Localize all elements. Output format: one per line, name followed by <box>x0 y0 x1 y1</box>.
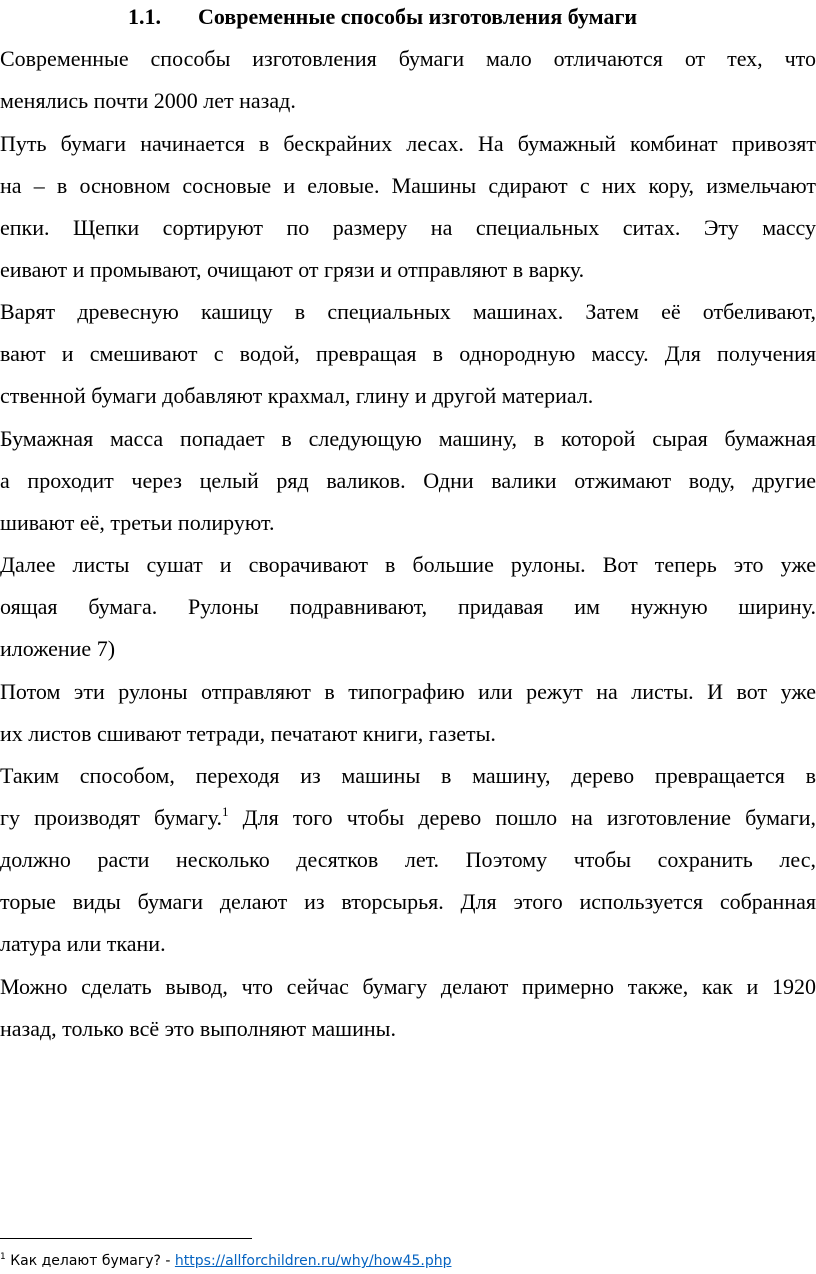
footnote-marker: 1 <box>0 1252 6 1262</box>
footnote <box>0 1250 451 1272</box>
text-line: иложение 7) <box>0 636 116 661</box>
text-segment: Для того чтобы дерево пошло на изготовление бумаги, <box>242 805 816 830</box>
text-line: шивают её, третьи полируют. <box>0 510 275 535</box>
footnote-separator <box>0 1238 252 1239</box>
footnote-link[interactable]: https://allforchildren.ru/why/how45.php <box>174 1253 452 1269</box>
text-line: на – в основном сосновые и еловые. Машины сдирают с них кору, измельчают <box>0 173 816 198</box>
footnote-reference[interactable]: 1 <box>221 804 229 819</box>
section-title: Современные способы изготовления бумаги <box>198 4 638 29</box>
text-line: торые виды бумаги делают из вторсырья. Для этого используется собранная <box>0 889 816 914</box>
text-line: ственной бумаги добавляют крахмал, глину и другой материал. <box>0 383 594 408</box>
text-line: а проходит через целый ряд валиков. Одни валики отжимают воду, другие <box>0 468 816 493</box>
text-line: вают и смешивают с водой, превращая в однородную массу. Для получения <box>0 341 816 366</box>
section-number: 1.1. <box>128 4 161 29</box>
text-line: Бумажная масса попадает в следующую машину, в которой сырая бумажная <box>0 426 816 451</box>
text-line: латура или ткани. <box>0 931 166 956</box>
text-line: Современные способы изготовления бумаги мало отличаются от тех, что <box>0 46 816 71</box>
text-line: еивают и промывают, очищают от грязи и отправляют в варку. <box>0 257 585 282</box>
text-line-with-footnote <box>0 803 816 833</box>
footnote-text: Как делают бумагу? - <box>10 1253 175 1269</box>
text-line: оящая бумага. Рулоны подравнивают, придавая им нужную ширину. <box>0 594 816 619</box>
text-line: их листов сшивают тетради, печатают книги, газеты. <box>0 721 496 746</box>
section-heading <box>0 2 816 32</box>
text-line: Путь бумаги начинается в бескрайних лесах. На бумажный комбинат привозят <box>0 131 816 156</box>
text-line: должно расти несколько десятков лет. Поэтому чтобы сохранить лес, <box>0 847 816 872</box>
text-line: Можно сделать вывод, что сейчас бумагу делают примерно также, как и 1920 <box>0 974 816 999</box>
text-line: Таким способом, переходя из машины в машину, дерево превращается в <box>0 763 816 788</box>
text-line: Варят древесную кашицу в специальных машинах. Затем её отбеливают, <box>0 299 816 324</box>
text-line: менялись почти 2000 лет назад. <box>0 88 296 113</box>
text-line: назад, только всё это выполняют машины. <box>0 1016 396 1041</box>
text-line: епки. Щепки сортируют по размеру на специальных ситах. Эту массу <box>0 215 816 240</box>
text-line: Потом эти рулоны отправляют в типографию или режут на листы. И вот уже <box>0 679 816 704</box>
text-segment: гу производят бумагу. <box>0 805 222 830</box>
text-line: Далее листы сушат и сворачивают в большие рулоны. Вот теперь это уже <box>0 552 816 577</box>
